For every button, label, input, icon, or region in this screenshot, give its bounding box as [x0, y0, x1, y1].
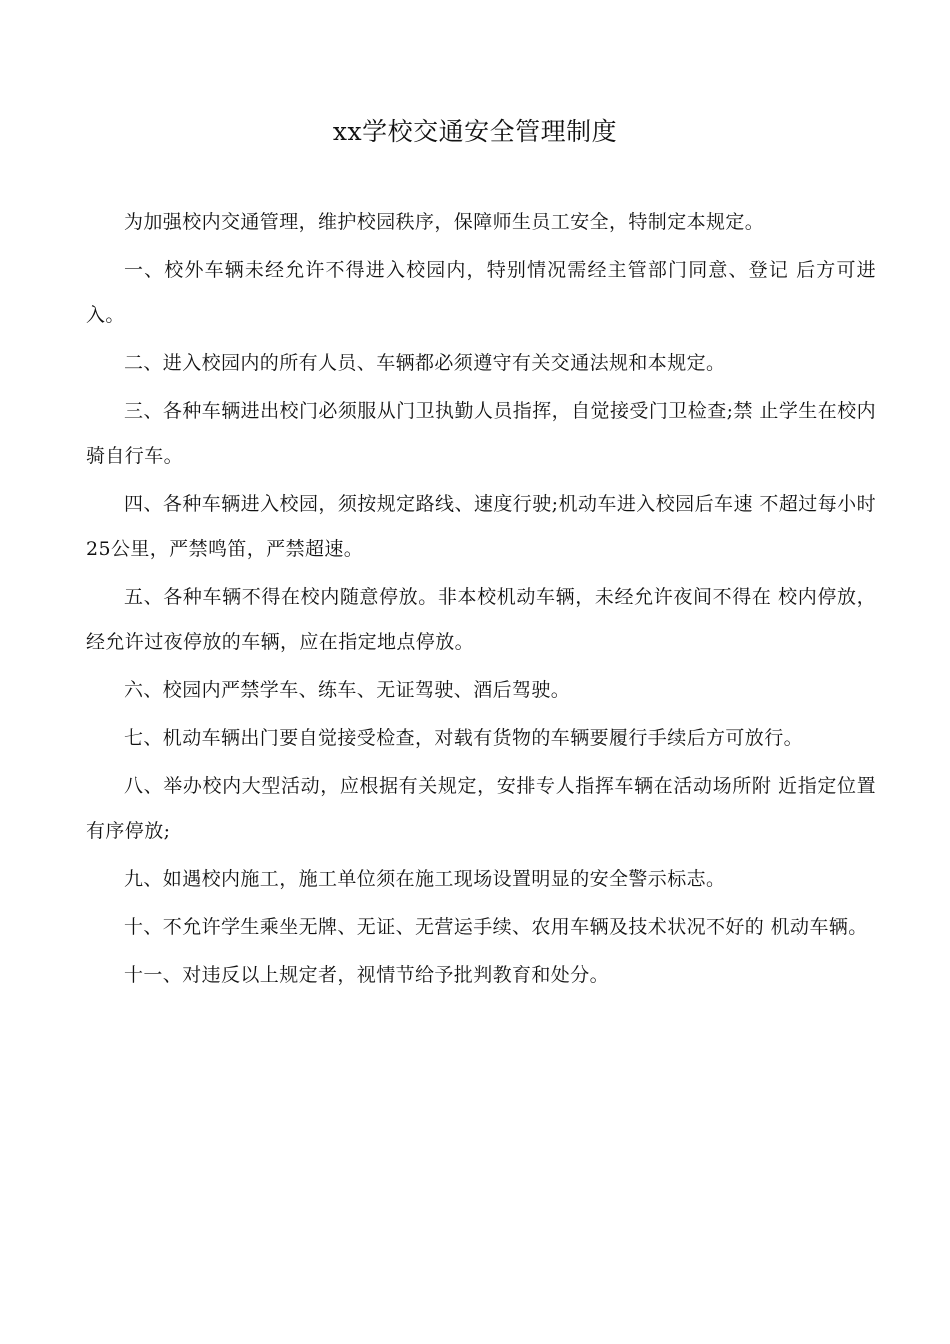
paragraph-rule-4: 四、各种车辆进入校园，须按规定路线、速度行驶;机动车进入校园后车速 不超过每小时25公里，严禁鸣笛，严禁超速。	[86, 493, 876, 560]
paragraph-rule-5: 五、各种车辆不得在校内随意停放。非本校机动车辆，未经允许夜间不得在 校内停放，经允许过夜停放的车辆，应在指定地点停放。	[86, 586, 876, 653]
paragraph-rule-1: 一、校外车辆未经允许不得进入校园内，特别情况需经主管部门同意、登记 后方可进入。	[86, 259, 876, 326]
paragraph-rule-3: 三、各种车辆进出校门必须服从门卫执勤人员指挥，自觉接受门卫检查;禁 止学生在校内骑自行车。	[86, 400, 876, 467]
paragraph-intro: 为加强校内交通管理，维护校园秩序，保障师生员工安全，特制定本规定。	[124, 211, 765, 233]
paragraph-rule-6: 六、校园内严禁学车、练车、无证驾驶、酒后驾驶。	[124, 679, 571, 701]
paragraph-rule-9: 九、如遇校内施工，施工单位须在施工现场设置明显的安全警示标志。	[124, 868, 726, 890]
document-title: xx学校交通安全管理制度	[332, 117, 618, 146]
paragraph-rule-2: 二、进入校园内的所有人员、车辆都必须遵守有关交通法规和本规定。	[124, 352, 726, 374]
document-body	[86, 200, 876, 1001]
paragraph-rule-8: 八、举办校内大型活动，应根据有关规定，安排专人指挥车辆在活动场所附 近指定位置有序停放;	[86, 775, 876, 842]
paragraph-rule-10: 十、不允许学生乘坐无牌、无证、无营运手续、农用车辆及技术状况不好的 机动车辆。	[124, 916, 868, 938]
paragraph-rule-7: 七、机动车辆出门要自觉接受检查，对载有货物的车辆要履行手续后方可放行。	[124, 727, 804, 749]
paragraph-rule-11: 十一、对违反以上规定者，视情节给予批判教育和处分。	[124, 964, 610, 986]
